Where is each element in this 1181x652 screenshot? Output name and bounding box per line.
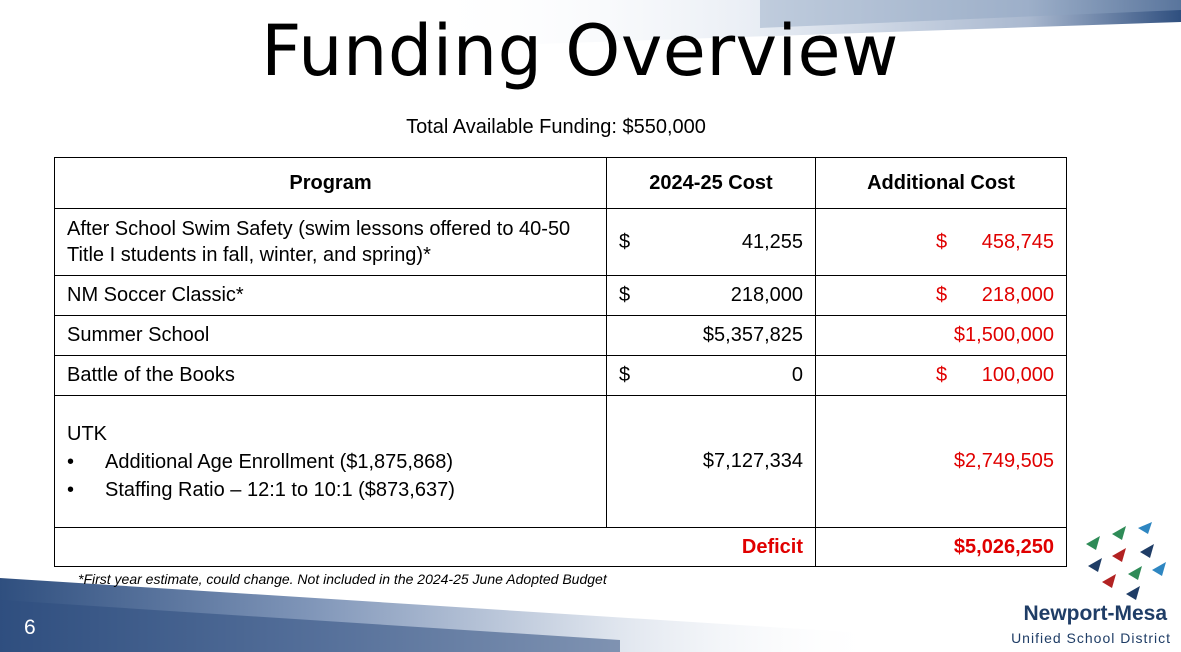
deficit-value: $5,026,250 bbox=[816, 528, 1067, 567]
additional-sign: $ bbox=[936, 364, 948, 386]
additional-value: $2,749,505 bbox=[953, 450, 1054, 472]
additional-cell bbox=[816, 276, 1067, 316]
program-name: Summer School bbox=[67, 324, 210, 346]
additional-cell bbox=[816, 396, 1067, 528]
cost-cell bbox=[607, 276, 816, 316]
table-row bbox=[55, 316, 1067, 356]
total-row bbox=[55, 528, 1067, 567]
additional-cell bbox=[816, 356, 1067, 396]
cost-cell bbox=[607, 209, 816, 276]
cost-cell bbox=[607, 356, 816, 396]
logo-birds-icon bbox=[1082, 522, 1172, 600]
program-name: UTK bbox=[67, 422, 107, 445]
table-header-row bbox=[55, 158, 1067, 209]
cost-sign: $ bbox=[619, 284, 631, 306]
cost-value: $5,357,825 bbox=[702, 324, 803, 346]
additional-cell bbox=[816, 209, 1067, 276]
footnote: *First year estimate, could change. Not included in the 2024-25 June Adopted Budget bbox=[78, 571, 607, 587]
additional-value: $1,500,000 bbox=[953, 324, 1054, 346]
cost-sign: $ bbox=[619, 364, 631, 386]
cost-cell bbox=[607, 396, 816, 528]
additional-value: 100,000 bbox=[981, 364, 1054, 386]
program-cell bbox=[55, 316, 607, 356]
table-row bbox=[55, 356, 1067, 396]
program-cell bbox=[55, 209, 607, 276]
program-name: NM Soccer Classic* bbox=[67, 284, 244, 306]
program-cell bbox=[55, 276, 607, 316]
cost-sign: $ bbox=[619, 230, 631, 253]
additional-cell bbox=[816, 316, 1067, 356]
program-cell bbox=[55, 396, 607, 528]
additional-value: 458,745 bbox=[981, 230, 1054, 253]
table-row bbox=[55, 396, 1067, 528]
bullet-item: • Staffing Ratio – 12:1 to 10:1 ($873,637) bbox=[67, 476, 594, 504]
cost-value: $7,127,334 bbox=[702, 450, 803, 472]
district-logo bbox=[1010, 522, 1181, 652]
table-row bbox=[55, 276, 1067, 316]
logo-subtitle: Unified School District bbox=[1011, 630, 1171, 646]
additional-sign: $ bbox=[936, 284, 948, 306]
program-name: Battle of the Books bbox=[67, 364, 235, 386]
cost-cell bbox=[607, 316, 816, 356]
header-program: Program bbox=[55, 158, 607, 209]
program-bullets bbox=[67, 448, 594, 504]
cost-value: 218,000 bbox=[730, 284, 803, 306]
bullet-item: • Additional Age Enrollment ($1,875,868) bbox=[67, 448, 594, 476]
additional-sign: $ bbox=[936, 230, 948, 253]
header-cost: 2024-25 Cost bbox=[607, 158, 816, 209]
slide-title: Funding Overview bbox=[261, 10, 899, 92]
table-row bbox=[55, 209, 1067, 276]
cost-value: 41,255 bbox=[741, 230, 803, 253]
additional-value: 218,000 bbox=[981, 284, 1054, 306]
slide-number: 6 bbox=[24, 616, 36, 639]
program-name: After School Swim Safety (swim lessons offered to 40-50 Title I students in fall, winter, and spring)* bbox=[67, 218, 571, 266]
header-additional: Additional Cost bbox=[816, 158, 1067, 209]
funding-table bbox=[54, 157, 1067, 567]
slide-subtitle: Total Available Funding: $550,000 bbox=[406, 116, 706, 138]
logo-name: Newport-Mesa bbox=[1023, 602, 1167, 625]
cost-value: 0 bbox=[791, 364, 803, 386]
deficit-label: Deficit bbox=[55, 528, 816, 567]
program-cell bbox=[55, 356, 607, 396]
